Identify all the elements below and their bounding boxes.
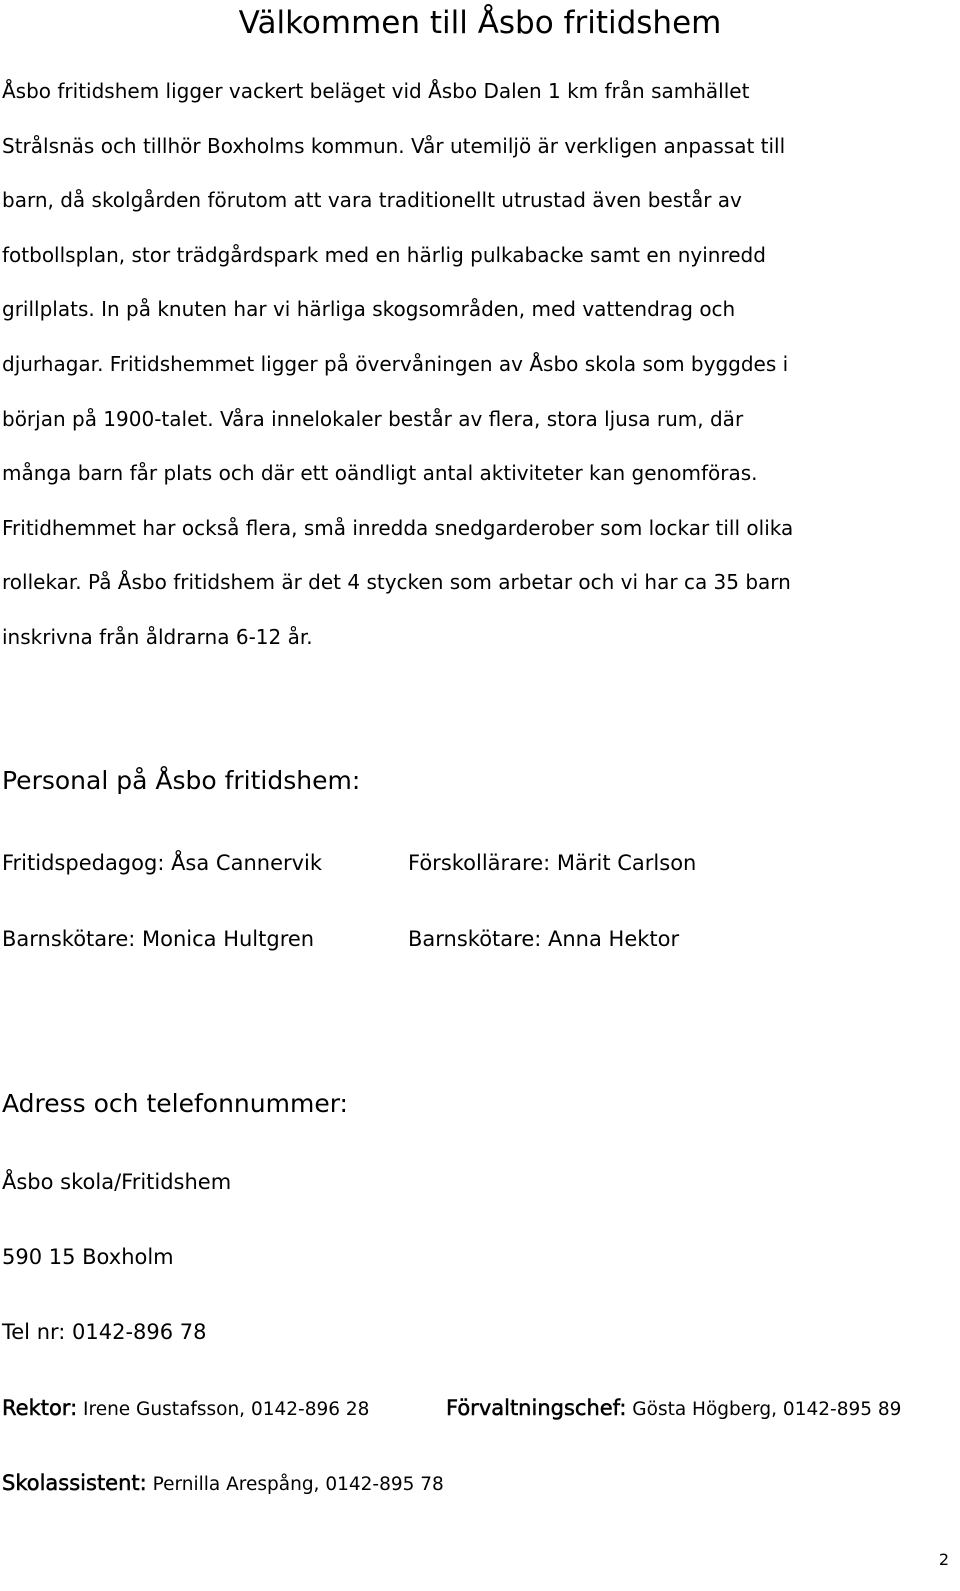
intro-line: fotbollsplan, stor trädgårdspark med en härlig pulkabacke samt en nyinredd [2, 242, 766, 267]
staff-member: Barnskötare: Anna Hektor [408, 927, 680, 951]
rektor-contact [2, 1393, 369, 1425]
address-line: 590 15 Boxholm [2, 1245, 174, 1269]
intro-line: många barn får plats och där ett oändligt antal aktiviteter kan genomföras. [2, 461, 758, 486]
staff-heading: Personal på Åsbo fritidshem: [2, 766, 361, 795]
forvaltningschef-contact [446, 1393, 901, 1425]
rektor-label: Rektor: [2, 1396, 78, 1420]
intro-line: grillplats. In på knuten har vi härliga skogsområden, med vattendrag och [2, 297, 736, 322]
staff-member: Förskollärare: Märit Carlson [408, 851, 697, 875]
page-title: Välkommen till Åsbo fritidshem [238, 5, 722, 41]
rektor-value: Irene Gustafsson, 0142-896 28 [77, 1399, 370, 1420]
intro-line: Fritidhemmet har också flera, små inredda snedgarderober som lockar till olika [2, 515, 794, 540]
address-line: Åsbo skola/Fritidshem [2, 1170, 232, 1194]
skolassistent-label: Skolassistent: [2, 1471, 147, 1495]
skolassistent-contact [2, 1468, 444, 1500]
intro-line: barn, då skolgården förutom att vara traditionellt utrustad även består av [2, 188, 742, 213]
phone-line: Tel nr: 0142-896 78 [2, 1320, 207, 1344]
intro-line: rollekar. På Åsbo fritidshem är det 4 stycken som arbetar och vi har ca 35 barn [2, 570, 791, 595]
staff-member: Fritidspedagog: Åsa Cannervik [2, 851, 323, 875]
intro-line: Strålsnäs och tillhör Boxholms kommun. Vår utemiljö är verkligen anpassat till [2, 133, 786, 158]
forvaltningschef-label: Förvaltningschef: [446, 1396, 627, 1420]
intro-paragraph [2, 64, 952, 665]
page-number: 2 [938, 1550, 949, 1569]
address-heading: Adress och telefonnummer: [2, 1089, 348, 1118]
intro-line: Åsbo fritidshem ligger vackert beläget vid Åsbo Dalen 1 km från samhället [2, 79, 750, 103]
skolassistent-value: Pernilla Arespång, 0142-895 78 [146, 1474, 444, 1495]
intro-line: djurhagar. Fritidshemmet ligger på övervåningen av Åsbo skola som byggdes i [2, 351, 789, 376]
intro-line: inskrivna från åldrarna 6-12 år. [2, 624, 313, 649]
intro-line: början på 1900-talet. Våra innelokaler består av flera, stora ljusa rum, där [2, 406, 744, 431]
forvaltningschef-value: Gösta Högberg, 0142-895 89 [626, 1399, 902, 1420]
staff-member: Barnskötare: Monica Hultgren [2, 927, 315, 951]
